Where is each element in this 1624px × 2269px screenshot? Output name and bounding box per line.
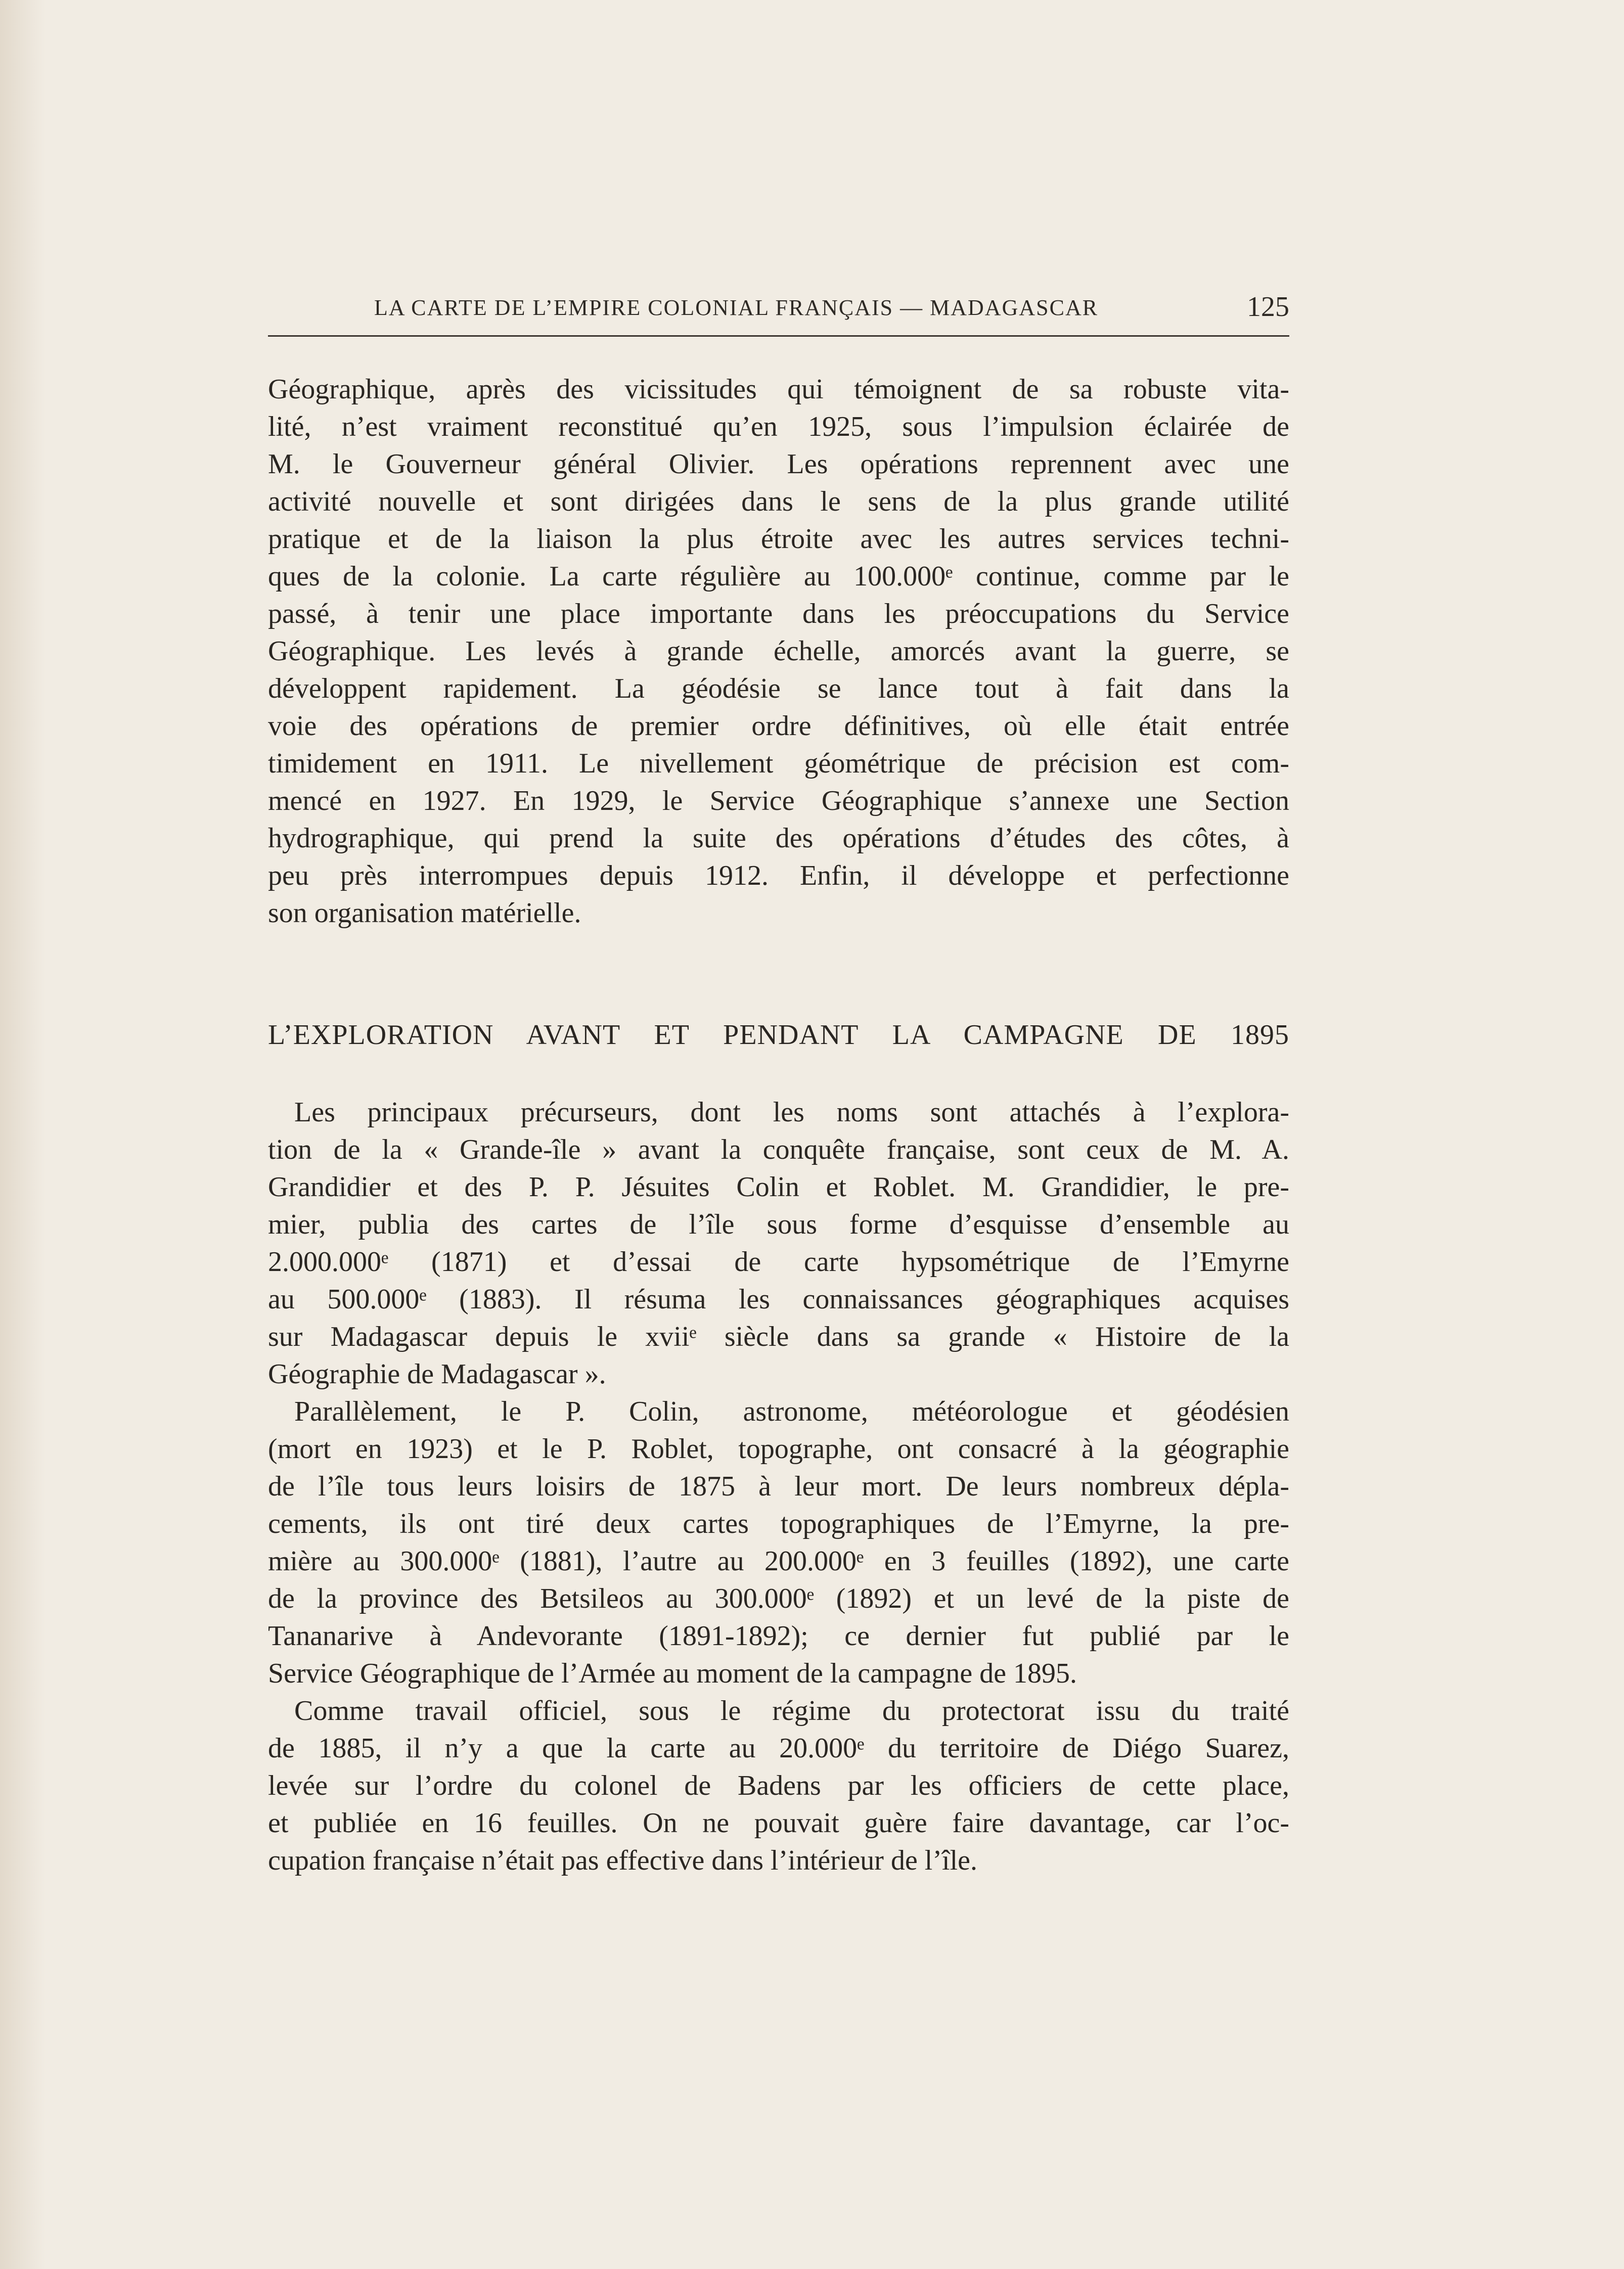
paragraph-line: M. le Gouverneur général Olivier. Les opérations reprennent avec une — [268, 448, 1289, 480]
paragraph-line: développent rapidement. La géodésie se lance tout à fait dans la — [268, 673, 1289, 704]
section-heading: L’EXPLORATION AVANT ET PENDANT LA CAMPAGNE DE 1895 — [268, 1019, 1289, 1051]
paragraph-line: au 500.000ᵉ (1883). Il résuma les connaissances géographiques acquises — [268, 1284, 1289, 1315]
paragraph-line: hydrographique, qui prend la suite des opérations d’études des côtes, à — [268, 823, 1289, 854]
paragraph-line: de l’île tous leurs loisirs de 1875 à leur mort. De leurs nombreux dépla- — [268, 1471, 1289, 1502]
paragraph-line: mière au 300.000ᵉ (1881), l’autre au 200.000ᵉ en 3 feuilles (1892), une carte — [268, 1546, 1289, 1577]
running-head-title: LA CARTE DE L’EMPIRE COLONIAL FRANÇAIS — MADAGASCAR — [374, 295, 1099, 320]
paragraph-line: mencé en 1927. En 1929, le Service Géographique s’annexe une Section — [268, 785, 1289, 816]
paragraph-line: sur Madagascar depuis le xviiᵉ siècle dans sa grande « Histoire de la — [268, 1321, 1289, 1352]
paragraph-line: Tananarive à Andevorante (1891-1892); ce dernier fut publié par le — [268, 1620, 1289, 1652]
page-number: 125 — [1247, 291, 1289, 323]
paragraph-line: pratique et de la liaison la plus étroite avec les autres services techni- — [268, 523, 1289, 555]
paragraph-line: tion de la « Grande-île » avant la conquête française, sont ceux de M. A. — [268, 1134, 1289, 1165]
paragraph-line: Géographique. Les levés à grande échelle, amorcés avant la guerre, se — [268, 636, 1289, 667]
running-head — [268, 291, 1289, 321]
paragraph-line: cements, ils ont tiré deux cartes topographiques de l’Emyrne, la pre- — [268, 1508, 1289, 1539]
paragraph-line: levée sur l’ordre du colonel de Badens par les officiers de cette place, — [268, 1770, 1289, 1801]
paragraph-line: Grandidier et des P. P. Jésuites Colin et Roblet. M. Grandidier, le pre- — [268, 1171, 1289, 1203]
paragraph-line: voie des opérations de premier ordre définitives, où elle était entrée — [268, 710, 1289, 742]
paragraph-line: Comme travail officiel, sous le régime du protectorat issu du traité — [294, 1695, 1289, 1727]
paragraph-line: Géographie de Madagascar ». — [268, 1358, 606, 1390]
paragraph-line: (mort en 1923) et le P. Roblet, topographe, ont consacré à la géographie — [268, 1433, 1289, 1465]
page-edge-shadow — [0, 0, 46, 2269]
paragraph-line: son organisation matérielle. — [268, 897, 581, 929]
header-rule — [268, 335, 1289, 337]
paragraph-line: lité, n’est vraiment reconstitué qu’en 1925, sous l’impulsion éclairée de — [268, 411, 1289, 442]
paragraph-line: cupation française n’était pas effective dans l’intérieur de l’île. — [268, 1845, 977, 1876]
paragraph-2 — [268, 1094, 1289, 1879]
paragraph-1 — [268, 371, 1289, 932]
paragraph-line: mier, publia des cartes de l’île sous forme d’esquisse d’ensemble au — [268, 1209, 1289, 1240]
paragraph-line: Parallèlement, le P. Colin, astronome, météorologue et géodésien — [294, 1396, 1289, 1427]
paragraph-line: peu près interrompues depuis 1912. Enfin, il développe et perfectionne — [268, 860, 1289, 891]
paragraph-line: timidement en 1911. Le nivellement géométrique de précision est com- — [268, 748, 1289, 779]
paragraph-line: Les principaux précurseurs, dont les noms sont attachés à l’explora- — [294, 1097, 1289, 1128]
paragraph-line: 2.000.000ᵉ (1871) et d’essai de carte hypsométrique de l’Emyrne — [268, 1246, 1289, 1278]
paragraph-line: ques de la colonie. La carte régulière au 100.000ᵉ continue, comme par le — [268, 561, 1289, 592]
paragraph-line: Géographique, après des vicissitudes qui témoignent de sa robuste vita- — [268, 374, 1289, 405]
paragraph-line: activité nouvelle et sont dirigées dans le sens de la plus grande utilité — [268, 486, 1289, 517]
paragraph-line: de la province des Betsileos au 300.000ᵉ (1892) et un levé de la piste de — [268, 1583, 1289, 1614]
paragraph-line: passé, à tenir une place importante dans les préoccupations du Service — [268, 598, 1289, 629]
paragraph-line: de 1885, il n’y a que la carte au 20.000ᵉ du territoire de Diégo Suarez, — [268, 1733, 1289, 1764]
paragraph-line: Service Géographique de l’Armée au moment de la campagne de 1895. — [268, 1658, 1077, 1689]
paragraph-line: et publiée en 16 feuilles. On ne pouvait guère faire davantage, car l’oc- — [268, 1807, 1289, 1839]
